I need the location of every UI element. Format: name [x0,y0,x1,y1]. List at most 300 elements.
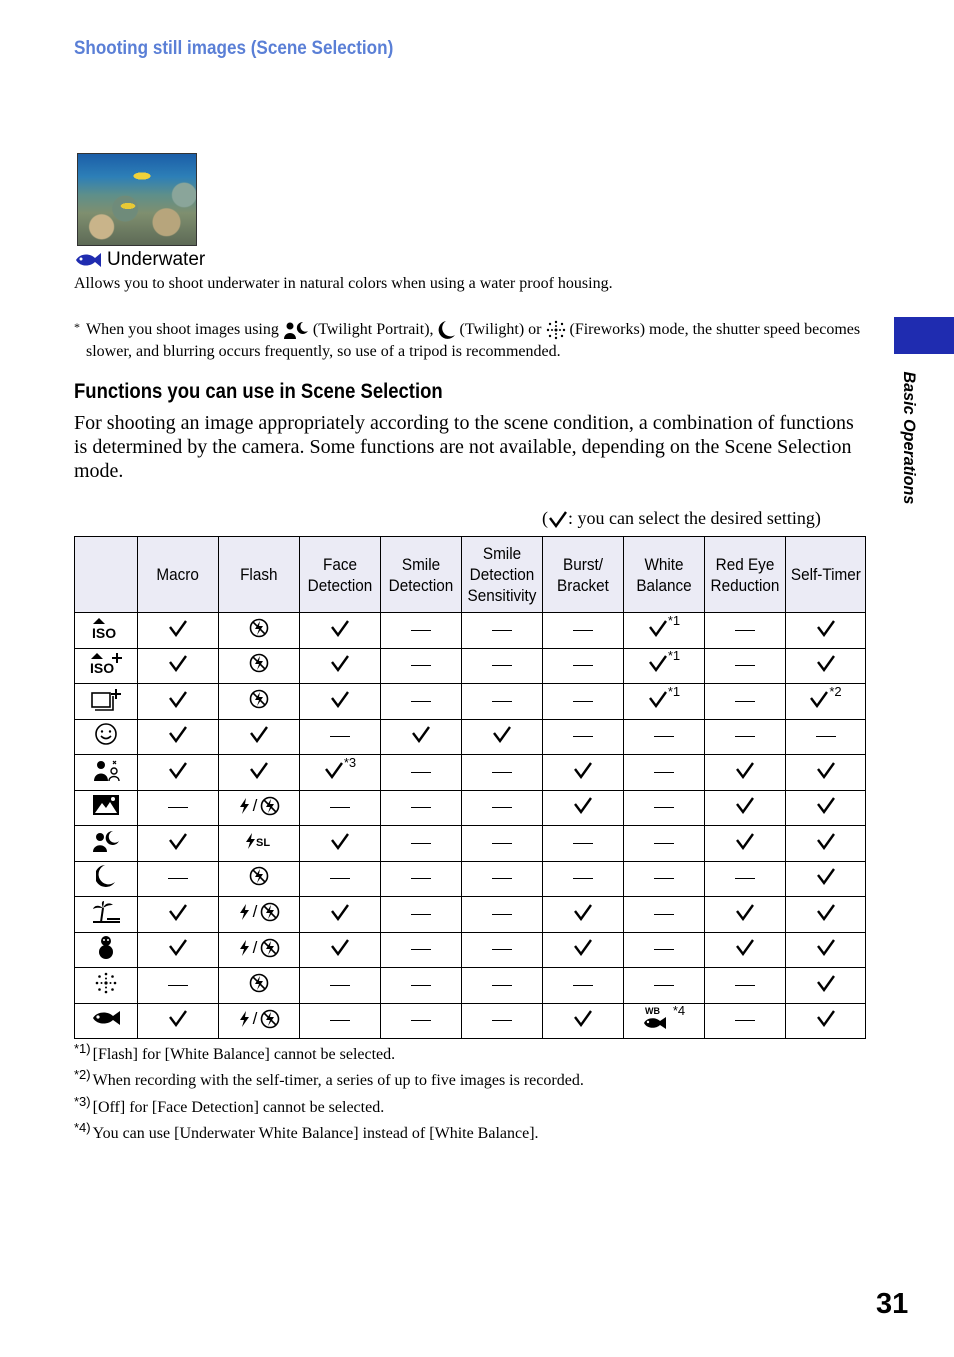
check-icon [816,796,836,819]
dash-mark [735,630,755,631]
scene-mode-cell [75,719,138,755]
dash-mark [492,630,512,631]
table-row [75,932,866,968]
table-header-cell: Smile Detection [381,537,462,613]
footnote: *2) When recording with the self-timer, a series of up to five images is recorded. [74,1067,584,1089]
check-icon [816,832,836,855]
dash-mark [654,914,674,915]
table-cell [138,897,219,933]
hi-speed-shutter-icon [89,651,123,680]
table-cell [300,755,381,791]
check-icon [816,867,836,890]
check-icon [330,832,350,855]
table-body [75,613,866,1039]
dash-mark [411,701,431,702]
table-cell [219,968,300,1004]
table-cell [300,968,381,1004]
section-title: Shooting still images (Scene Selection) [74,38,394,59]
footnote: *3) [Off] for [Face Detection] cannot be selected. [74,1094,385,1116]
table-cell [300,648,381,684]
dash-mark [411,772,431,773]
footnote-ref: *1 [667,683,681,699]
check-icon [411,725,431,748]
table-cell [300,861,381,897]
table-cell [624,932,705,968]
check-icon [816,619,836,642]
scene-mode-cell [75,755,138,791]
dash-mark [492,878,512,879]
flash-on-off-icon: / [238,938,281,958]
table-cell [786,932,866,968]
table-cell [219,755,300,791]
table-cell [543,613,624,649]
table-header-cell: White Balance [624,537,705,613]
dash-mark [492,665,512,666]
check-icon [330,938,350,961]
note-text-2: (Twilight Portrait), [312,321,434,338]
check-icon [809,690,829,713]
high-sensitivity-icon [91,616,121,645]
table-cell [462,684,543,720]
footnote: *1) [Flash] for [White Balance] cannot be selected. [74,1041,396,1063]
scene-mode-cell [75,826,138,862]
smile-shutter-icon [94,722,118,751]
note-text-1: When you shoot images using [86,321,279,338]
check-icon [168,1009,188,1032]
twilight-portrait-icon [283,320,309,340]
check-icon [816,903,836,926]
check-icon [816,974,836,997]
dash-mark [573,665,593,666]
table-cell [381,648,462,684]
check-icon [330,690,350,713]
soft-skin-portrait-icon [92,758,120,787]
table-header-mode [75,537,138,613]
table-cell [705,968,786,1004]
table-cell [138,861,219,897]
table-row [75,897,866,933]
table-cell [543,648,624,684]
chapter-label: Basic Operations [900,371,919,505]
check-icon [735,796,755,819]
table-cell [543,755,624,791]
table-cell [300,719,381,755]
table-cell [624,968,705,1004]
flash-on-off-icon: / [238,796,281,816]
table-cell [138,826,219,862]
scene-functions-table [74,536,866,1039]
svg-text:ISO: ISO [90,660,115,676]
table-row [75,826,866,862]
table-row [75,755,866,791]
check-icon [249,761,269,784]
table-cell [300,790,381,826]
table-row [75,1003,866,1039]
twilight-icon [438,320,456,340]
table-cell [543,1003,624,1039]
table-cell [705,932,786,968]
check-icon [648,619,668,642]
dash-mark [735,701,755,702]
table-cell [300,613,381,649]
dash-mark [492,949,512,950]
table-cell [300,684,381,720]
table-cell [381,826,462,862]
scene-mode-cell [75,790,138,826]
dash-mark [573,843,593,844]
footnote-ref: *4 [672,1003,686,1019]
check-icon [573,796,593,819]
check-icon [330,903,350,926]
underwater-title: Underwater [107,249,206,270]
chapter-tab [894,317,954,354]
table-header-cell: Flash [219,537,300,613]
table-cell [219,684,300,720]
dash-mark [168,807,188,808]
table-cell [138,932,219,968]
dash-mark [735,878,755,879]
check-icon [492,725,512,748]
dash-mark [654,949,674,950]
snow-icon [95,934,117,965]
table-cell [786,648,866,684]
table-cell [300,897,381,933]
check-icon [168,619,188,642]
table-cell [543,790,624,826]
table-cell [543,968,624,1004]
table-cell [300,826,381,862]
scene-mode-cell [75,1003,138,1039]
table-header-cell: Face Detection [300,537,381,613]
table-cell [381,719,462,755]
table-cell [381,932,462,968]
fireworks-icon [546,320,566,340]
dash-mark [573,985,593,986]
table-cell [138,755,219,791]
check-icon [168,761,188,784]
table-cell [462,755,543,791]
table-cell [705,613,786,649]
dash-mark [654,843,674,844]
table-cell [219,613,300,649]
table-cell [705,897,786,933]
dash-mark [735,1020,755,1021]
dash-mark [492,914,512,915]
dash-mark [411,843,431,844]
dash-mark [168,985,188,986]
page-number: 31 [876,1288,909,1320]
table-cell [219,719,300,755]
svg-text:WB: WB [644,1006,660,1017]
table-cell [624,755,705,791]
functions-intro: For shooting an image appropriately according to the scene condition, a combination of functions is determined by the camera. Some functions are not available, depending on the Scene Selection mode. [74,412,854,482]
table-cell [138,790,219,826]
table-cell [786,861,866,897]
check-icon [330,654,350,677]
table-header-cell: Smile Detection Sensitivity [462,537,543,613]
dash-mark [654,807,674,808]
check-legend [542,508,821,529]
table-cell [624,826,705,862]
dash-mark [330,736,350,737]
check-icon [168,938,188,961]
table-cell [462,932,543,968]
check-icon [735,938,755,961]
check-icon [735,903,755,926]
underwater-icon [74,252,102,268]
footnote-ref: *3 [343,754,357,770]
table-cell [462,897,543,933]
scene-mode-cell [75,932,138,968]
check-icon [735,832,755,855]
table-cell [219,648,300,684]
check-icon [573,938,593,961]
underwater-sample-photo [77,153,197,246]
flash-off-icon [249,653,269,678]
check-icon [573,761,593,784]
table-cell [705,648,786,684]
check-icon [168,832,188,855]
table-cell [786,968,866,1004]
dash-mark [411,1020,431,1021]
check-icon [816,654,836,677]
table-row [75,719,866,755]
check-icon [648,690,668,713]
table-cell [786,684,866,720]
table-cell [786,613,866,649]
underwater-wb-icon [643,1005,673,1036]
dash-mark [654,772,674,773]
check-icon [816,938,836,961]
table-cell [543,897,624,933]
dash-mark [654,878,674,879]
table-cell [624,648,705,684]
svg-text:SL: SL [256,836,271,849]
legend-text: : you can select the desired setting) [568,508,821,528]
table-row [75,684,866,720]
table-cell [462,826,543,862]
table-cell [786,826,866,862]
table-cell [786,719,866,755]
footnote-ref: *1 [667,612,681,628]
check-icon [330,619,350,642]
table-cell [138,648,219,684]
table-cell [705,826,786,862]
table-cell [705,790,786,826]
table-cell [462,790,543,826]
table-cell [462,968,543,1004]
table-cell [381,897,462,933]
dash-mark [330,1020,350,1021]
check-icon [168,903,188,926]
dash-mark [492,701,512,702]
table-row [75,648,866,684]
dash-mark [735,665,755,666]
table-cell [381,613,462,649]
flash-on-off-icon: / [238,1009,281,1029]
table-cell [786,755,866,791]
tripod-note [74,319,864,363]
table-cell [624,897,705,933]
table-cell [705,1003,786,1039]
table-cell [381,790,462,826]
check-icon [816,1009,836,1032]
dash-mark [573,630,593,631]
dash-mark [330,807,350,808]
footnote-ref: *1 [667,648,681,664]
table-cell [786,790,866,826]
table-cell [138,968,219,1004]
table-cell [543,684,624,720]
dash-mark [492,1020,512,1021]
table-cell [219,897,300,933]
table-cell [462,1003,543,1039]
check-icon [168,654,188,677]
underwater-heading [74,249,205,271]
table-cell [624,790,705,826]
table-cell [381,861,462,897]
table-row [75,861,866,897]
table-cell [624,861,705,897]
table-cell [705,755,786,791]
check-icon [573,1009,593,1032]
check-icon [735,761,755,784]
table-header-cell: Macro [138,537,219,613]
scene-mode-cell [75,648,138,684]
scene-mode-cell [75,968,138,1004]
check-icon [249,725,269,748]
table-cell [543,719,624,755]
check-icon [324,761,344,784]
table-cell [543,826,624,862]
dash-mark [411,878,431,879]
scene-mode-cell [75,861,138,897]
svg-text:ISO: ISO [92,624,117,640]
dash-mark [735,985,755,986]
table-cell [381,755,462,791]
dash-mark [330,985,350,986]
table-cell [138,1003,219,1039]
check-icon [168,690,188,713]
table-header-cell: Self-Timer [786,537,866,613]
dash-mark [654,985,674,986]
table-cell [381,684,462,720]
check-icon [573,903,593,926]
scene-mode-cell [75,897,138,933]
table-cell [624,684,705,720]
footnote: *4) You can use [Underwater White Balance] instead of [White Balance]. [74,1120,539,1142]
underwater-icon [91,1009,121,1032]
check-icon [168,725,188,748]
dash-mark [168,878,188,879]
table-cell [786,897,866,933]
scene-mode-cell [75,613,138,649]
table-cell [219,826,300,862]
table-cell [543,861,624,897]
table-cell [381,1003,462,1039]
table-cell [138,613,219,649]
table-cell [219,861,300,897]
dash-mark [654,736,674,737]
check-icon [648,654,668,677]
landscape-icon [92,794,120,821]
table-cell [705,719,786,755]
dash-mark [411,807,431,808]
note-text-4: (Fireworks) mode, the shutter speed becomes slower, and blurring occurs frequently, so use of a tripod is recommended. [86,321,861,360]
scene-mode-cell [75,684,138,720]
dash-mark [492,843,512,844]
beach-icon [91,900,121,929]
flash-on-off-icon: / [238,902,281,922]
dash-mark [573,736,593,737]
footnote-ref: *2 [829,683,842,699]
twilight-portrait-icon [92,829,120,858]
table-cell [138,719,219,755]
table-cell [219,932,300,968]
table-cell [624,1003,705,1039]
dash-mark [573,701,593,702]
table-cell [705,684,786,720]
table-row [75,790,866,826]
dash-mark [492,772,512,773]
dash-mark [411,630,431,631]
dash-mark [411,914,431,915]
flash-off-icon [249,618,269,643]
table-cell [462,613,543,649]
table-header-cell: Burst/ Bracket [543,537,624,613]
flash-off-icon [249,866,269,891]
table-cell [624,719,705,755]
functions-heading: Functions you can use in Scene Selection [74,380,443,403]
dash-mark [330,878,350,879]
flash-off-icon [249,973,269,998]
flash-off-icon [249,689,269,714]
table-header-cell: Red Eye Reduction [705,537,786,613]
dash-mark [573,878,593,879]
table-cell [219,790,300,826]
dash-mark [735,736,755,737]
table-cell [543,932,624,968]
note-asterisk: * [74,320,80,334]
twilight-icon [96,864,116,893]
table-row [75,613,866,649]
dash-mark [492,807,512,808]
table-cell [462,648,543,684]
table-cell [219,1003,300,1039]
dash-mark [492,985,512,986]
table-cell [300,1003,381,1039]
dash-mark [816,736,836,737]
dash-mark [411,665,431,666]
table-cell [138,684,219,720]
fireworks-icon [95,972,117,999]
table-cell [462,861,543,897]
table-header-row [75,537,866,613]
table-cell [624,613,705,649]
table-cell [786,1003,866,1039]
table-cell [300,932,381,968]
dash-mark [411,949,431,950]
dash-mark [411,985,431,986]
table-cell [705,861,786,897]
check-icon [548,510,568,528]
underwater-description: Allows you to shoot underwater in natural colors when using a water proof housing. [74,275,613,292]
table-cell [462,719,543,755]
soft-snap-icon [90,687,122,716]
slow-sync-icon [245,832,273,855]
legend-open: ( [542,508,548,528]
table-cell [381,968,462,1004]
